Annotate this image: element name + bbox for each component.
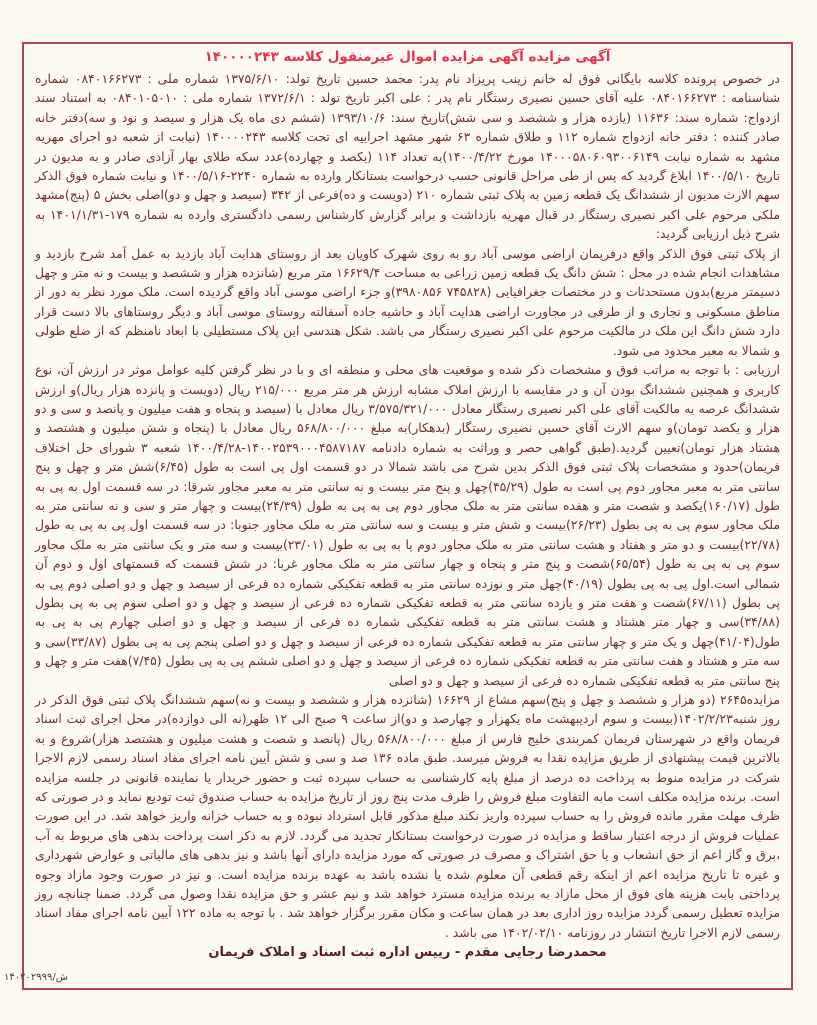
notice-paragraph-valuation-boundaries: ارزیابی : با توجه به مراتب فوق و مشخصات ذکر شده و موقعیت های محلی و منطقه ای و با در نظر گرفتن کلیه عوامل موثر در ارزش آن، نوع کاربری و همچنین ششدانگ بودن آن و در مقایسه با ارزش املاک مشابه ارزش هر متر مربع ۲۱۵/۰۰۰ ریال (دویست و پانزده هزار ریال)و ارزش ششدانگ عرصه به مالکیت آقای علی اکبر نصیری رستگار معادل ۳/۵۷۵/۳۲۱/۰۰۰ ریال معادل با (سیصد و پنجاه و هفت میلیون و پانصد و سی و دو هزار و یکصد تومان)و سهم الارث آقای حسین نصیری رستگار (بدهکار)به مبلغ ۵۶۸/۸۰۰/۰۰۰ ریال معادل با (پنجاه و شش میلیون و هشتصد و هشتاد هزار تومان)تعیین گردید.(طبق گواهی حصر و وراثت به شماره دادنامه ۱۴۰۰۲۵۳۹۰۰۰۴۵۸۷۱۸۷-۱۴۰۰/۴/۲۸ شعبه ۳ شورای حل اختلاف فریمان)حدود و مشخصات پلاک ثبتی فوق الذکر بدین شرح می باشد شمالا در دو قسمت اول پی است به طول (۶/۴۵)شش متر و چهل و پنج سانتی متر به معبر مجاور دوم پی است به طول (۴۵/۲۹)چهل و پنج متر بیست و نه سانتی متر به معبر مجاور شرقا: در سه قسمت اول به پی به طول (۱۶۰/۱۷)یکصد و شصت متر و هفده سانتی متر به ملک مجاور دوم پی به پی به طول (۲۴/۳۹)بیست و چهار متر و سی و نه سانتی متر به ملک مجاور سوم پی به پی بطول (۲۶/۲۳)بیست و شش متر و بیست و سه سانتی متر به ملک مجاور جنوبا: در سه قسمت اول پی به پی به طول (۲۲/۷۸)بیست و دو متر و هفتاد و هشت سانتی متر به ملک مجاور دوم پا به پی به طول (۲۳/۰۱)بیست و سه متر و یک سانتی متر به ملک مجاور سوم پی به پی به طول (۶۵/۵۴)شصت و پنج متر و پنجاه و چهار سانتی متر به ملک مجاور غربا: در شش قسمت که قسمتهای اول و دوم آن شمالی است.اول پی به پی بطول (۴۰/۱۹)چهل متر و نوزده سانتی متر به قطعه تفکیکی شماره ده فرعی از سیصد و چهل و دو اصلی دوم پی به پی بطول (۶۷/۱۱)شصت و هفت متر و یازده سانتی متر به قطعه تفکیکی شماره ده فرعی از سیصد و چهل و دو اصلی سوم پی به پی بطول (۳۴/۸۸)سی و چهار متر هشتاد و هشت سانتی متر به قطعه تفکیکی شماره ده فرعی از سیصد و چهل و دو اصلی چهارم پی به پی به طول(۴۱/۰۴)چهل و یک متر و چهار سانتی متر به قطعه تفکیکی شماره ده فرعی از سیصد و چهل و دو اصلی پنجم پی به پی بطول (۳۳/۸۷)سی و سه متر و هشتاد و هفت سانتی متر به قطعه تفکیکی شماره ده فرعی از سیصد و چهل و دو اصلی ششم پی به پی بطول (۷/۴۵)هفت متر و چهل و پنج سانتی متر به قطعه تفکیکی شماره ده فرعی از سیصد و چهل و دو اصلی <box>35 362 781 688</box>
signature-line: محمدرضا رجایی مقدم - رییس اداره ثبت اسناد و املاک فریمان <box>208 945 607 961</box>
notice-paragraph-case-intro: در خصوص پرونده کلاسه بایگانی فوق له خانم زینب پریزاد نام پدر: محمد حسین تاریخ تولد: ۱۳۷۵/۶/۱۰ شماره ملی : ۰۸۴۰۱۶۶۲۷۳ شماره شناسنامه : ۰۸۴۰۱۶۶۲۷۳ علیه آقای حسین نصیری رستگار نام پدر : علی اکبر تاریخ تولد : ۱۳۷۲/۶/۱ شماره ملی : ۰۸۴۰۱۰۵۰۱۰ به استناد سند ازدواج: شماره سند: ۱۱۶۳۶ (یازده هزار و ششصد و سی شش)تاریخ سند: ۱۳۹۳/۱۰/۶ (ششم دی ماه یک هزار و سیصد و نود و سه)دفتر خانه صادر کننده : دفتر خانه ازدواج شماره ۱۱۲ و طلاق شماره ۶۳ شهر مشهد اجراییه ای تحت کلاسه ۱۴۰۰۰۰۲۴۳ (نیابت از شعبه دو اجرای مهریه مشهد به شماره نیابت ۱۴۰۰۰۵۸۰۶۰۹۳۰۰۶۱۴۹ مورخ ۱۴۰۰/۴/۲۲)به تعداد ۱۱۴ (یکصد و چهارده)عدد سکه طلای بهار آزادی صادر و به مدیون در تاریخ ۱۴۰۰/۵/۱۰ ابلاغ گردید که پس از طی مراحل قانونی حسب درخواست بستانکار وارده به شماره ۲۲۴۰-۱۴۰۰/۵/۱۶ و نیابت شماره فوق الذکر سهم الارث مدیون از ششدانگ یک قطعه زمین به پلاک ثبتی شماره ۲۱۰ (دویست و ده)فرعی از ۳۴۲ (سیصد و چهل و دو)اصلی بخش ۵ (پنج)مشهد ملکی مرحوم علی اکبر نصیری رستگار در قبال مهریه بازداشت و برابر گزارش کارشناس رسمی دادگستری وارده به شماره ۱۷۹-۱۴۰۱/۱/۳۱ به شرح ذیل ارزیابی گردید: <box>35 71 781 242</box>
notice-title: آگهی مزایده آگهی مزایده اموال غیرمنقول کلاسه ۱۴۰۰۰۰۲۴۳ <box>204 49 611 65</box>
notice-paragraph-auction-terms: مزایده۲۶۴۵ (دو هزار و ششصد و چهل و پنج)سهم مشاع از ۱۶۶۲۹ (شانزده هزار و ششصد و بیست و نه)سهم ششدانگ پلاک ثبتی فوق الذکر در روز شنبه۱۴۰۲/۲/۲۳(بیست و سوم اردیبهشت ماه یکهزار و چهارصد و دو)از ساعت ۹ صبح الی ۱۲ ظهر(نه الی دوازده)در محل اجرای ثبت اسناد فریمان واقع در شهرستان فریمان کمربندی خلیج فارس از مبلغ ۵۶۸/۸۰۰/۰۰۰ ریال (پانصد و شصت و هشت میلیون و هشتصد هزار)شروع و به بالاترین قیمت پیشنهادی از طریق مزایده نقدا به فروش میرسد. طبق ماده ۱۳۶ صد و سی و شش آیین نامه اجرای مفاد اسناد رسمی لازم الاجرا شرکت در مزایده منوط به پرداخت ده درصد از مبلغ پایه کارشناسی به حساب سپرده ثبت و حضور خریدار یا نماینده قانونی در جلسه مزایده است. برنده مزایده مکلف است مابه التفاوت مبلغ فروش را ظرف مدت پنج روز از تاریخ مزایده به حساب صندوق ثبت تودیع نماید و در صورتی که ظرف مهلت مقرر مانده فروش را به حساب سپرده واریز نکند مبلغ مذکور قابل استرداد نبوده و به حساب خزانه واریز خواهد شد. در این صورت عملیات فروش از درجه اعتبار ساقط و مزایده در صورت درخواست بستانکار تجدید می گردد. لازم به ذکر است پرداخت بدهی های مربوط به آب ،برق و گاز اعم از حق انشعاب و یا حق اشتراک و مصرف در صورتی که مورد مزایده دارای آنها باشد و نیز بدهی های مالیاتی و عوارض شهرداری و غیره تا تاریخ مزایده اعم از اینکه رقم قطعی آن معلوم شده یا نشده باشد به عهده برنده مزایده است. و نیز در صورت وجود مازاد وجوه پرداختی بابت هزینه های فوق از محل مازاد به برنده مزایده مسترد خواهد شد و نیم عشر و حق مزایده نقدا وصول می گردد. ضمنا چنانچه روز مزایده تعطیل رسمی گردد مزایده روز اداری بعد در همان ساعت و مکان مقرر برگزار خواهد شد . با توجه به ماده ۱۲۲ آیین نامه اجرای مفاد اسناد رسمی لازم الاجرا تاریخ انتشار در روزنامه ۱۴۰۲/۰۲/۱۰ می باشد . <box>35 692 780 940</box>
notice-border-frame <box>22 42 793 990</box>
notice-paragraph-property-description: از پلاک ثبتی فوق الذکر واقع درفریمان اراضی موسی آباد رو به روی شهرک کاویان بعد از روستای هدایت آباد بازدید به عمل آمد شرح بازدید و مشاهدات انجام شده در محل : شش دانگ یک قطعه زمین زراعی به مساحت ۱۶۶۲۹/۴ متر مربع (شانزده هزار و ششصد و بیست و نه متر و چهل دسیمتر مربع)بدون مستحدثات و در مختصات جغرافیایی (۷۴۵۸۲۸ ۳۹۸۰۸۵۶)و جزء اراضی موسی آباد واقع گردیده است. ملک مورد نظر به دور از مناطق مسکونی و تجاری و از طرفی در مجاورت اراضی هدایت آباد و حاشیه جاده آسفالته روستای موسی آباد و دیگر روستاهای بالا دست قرار دارد شش دانگ این ملک در مالکیت مرحوم علی اکبر نصیری رستگار می باشد. شکل هندسی این پلاک مستطیلی با ابعاد نامنظم که از ضلع طولی و شمالا به معبر محدود می شود. <box>35 245 780 358</box>
reference-number: ش/۱۴۰۲۰۲۹۹۹ <box>4 972 68 983</box>
